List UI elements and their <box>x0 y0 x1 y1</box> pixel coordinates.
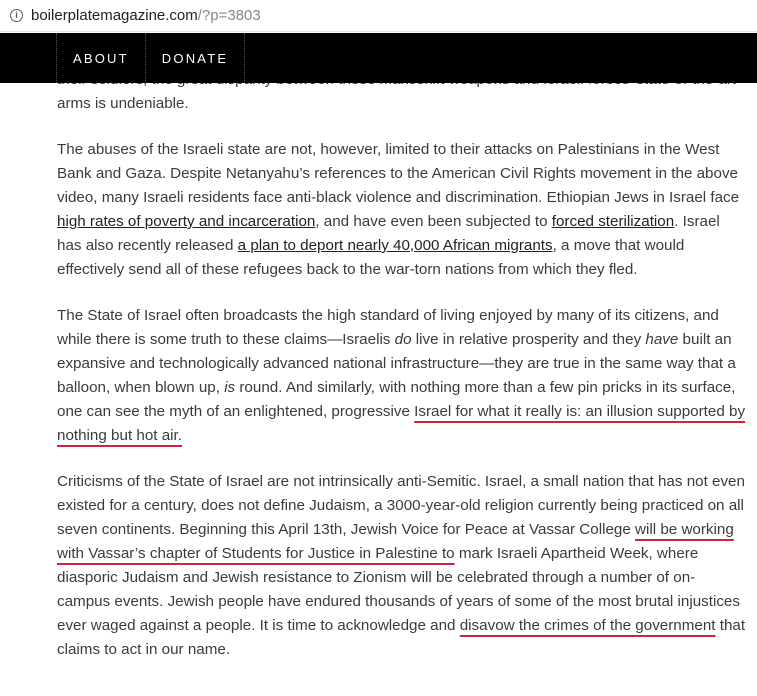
article-body <box>57 68 747 684</box>
text: that claims to act in our name. <box>57 617 746 658</box>
paragraph-2 <box>57 304 747 448</box>
text: . Israel has also recently released <box>57 213 720 254</box>
paragraph-1 <box>57 138 747 282</box>
link-forced-sterilization[interactable]: forced sterilization <box>551 213 675 230</box>
red-underlined-text: will be working with Vassar’s chapter of Students for Justice in Palestine to <box>57 521 734 562</box>
text: Criticisms of the State of Israel are not intrinsically anti-Semitic. Israel, a small nation that has not even existed for a century, does not define Judaism, a 3000-year-old religion currently being practiced on all seven continents. Beginning this April 13th, Jewish Voice for Peace at Vassar College <box>57 473 745 538</box>
text: round. And similarly, with nothing more than a few pin pricks in its surface, one can see the myth of an enlightened, progressive <box>57 379 736 420</box>
red-underlined-text: disavow the crimes of the government <box>459 617 716 634</box>
link-deport-plan[interactable]: a plan to deport nearly 40,000 African migrants <box>237 237 553 254</box>
text: , a move that would effectively send all of these refugees back to the war-torn nations from which they fled. <box>57 237 685 278</box>
address-bar[interactable] <box>0 0 757 32</box>
nav-donate-link[interactable]: DONATE <box>145 33 245 83</box>
text: , and have even been subjected to <box>315 213 552 230</box>
emphasis-is: is <box>224 379 236 396</box>
text: The abuses of the Israeli state are not, however, limited to their attacks on Palestinians in the West Bank and Gaza. Despite Netanyahu’s references to the American Civil Rights movement in the above video, many Israeli residents face anti-black violence and discrimination. Ethiopian Jews in Israel face <box>57 141 740 206</box>
text: arms is undeniable. <box>57 95 189 112</box>
red-underlined-text: Israel for what it really is: an illusion supported by nothing but hot air. <box>57 403 746 444</box>
nav-spacer <box>0 33 56 83</box>
paragraph-3 <box>57 470 747 662</box>
text: built an expansive and technologically advanced national infrastructure—they are true in the same way that a balloon, when blown up, <box>57 331 736 396</box>
nav-about-link[interactable]: ABOUT <box>56 33 145 83</box>
text: mark Israeli Apartheid Week, where diasporic Judaism and Jewish resistance to Zionism will be celebrated through a number of on-campus events. Jewish people have endured thousands of years of some of the most brutal injustices ever waged against a people. It is time to acknowledge and <box>57 545 740 634</box>
emphasis-have: have <box>645 331 679 348</box>
text: The State of Israel often broadcasts the high standard of living enjoyed by many of its citizens, and while there is some truth to these claims—Israelis <box>57 307 719 348</box>
link-poverty-incarceration[interactable]: high rates of poverty and incarceration <box>57 213 316 230</box>
info-icon[interactable]: i <box>10 9 23 22</box>
site-navbar <box>0 33 757 83</box>
url-host: boilerplatemagazine.com <box>31 7 198 24</box>
emphasis-do: do <box>394 331 412 348</box>
url-path: /?p=3803 <box>197 7 261 24</box>
text: live in relative prosperity and they <box>411 331 646 348</box>
